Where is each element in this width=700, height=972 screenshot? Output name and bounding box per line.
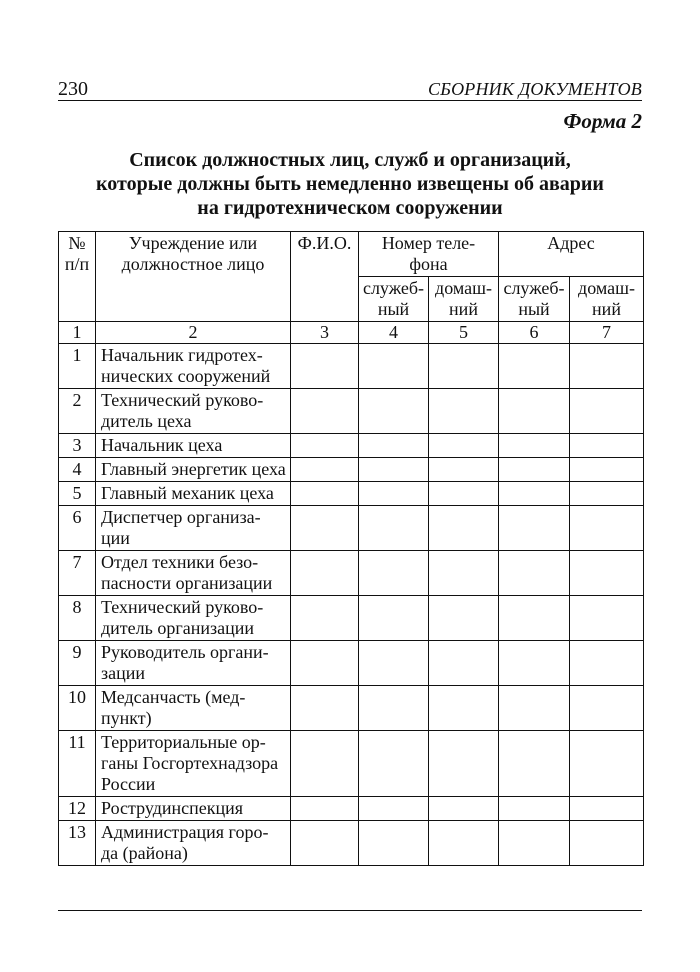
empty-cell[interactable] xyxy=(359,821,429,866)
empty-cell[interactable] xyxy=(570,797,644,821)
empty-cell[interactable] xyxy=(291,551,359,596)
title-line: которые должны быть немедленно извещены об аварии xyxy=(96,173,604,195)
footer-rule xyxy=(58,910,642,911)
empty-cell[interactable] xyxy=(570,551,644,596)
row-number: 11 xyxy=(59,731,96,797)
empty-cell[interactable] xyxy=(570,596,644,641)
table-row xyxy=(59,596,644,641)
page-number: 230 xyxy=(58,78,88,100)
empty-cell[interactable] xyxy=(359,389,429,434)
empty-cell[interactable] xyxy=(429,389,499,434)
title-line: Список должностных лиц, служб и организаций, xyxy=(129,149,571,171)
row-institution: Начальник гидротех- нических сооружений xyxy=(96,344,291,389)
table-row xyxy=(59,389,644,434)
recipients-table xyxy=(58,231,644,866)
empty-cell[interactable] xyxy=(499,686,570,731)
row-number: 9 xyxy=(59,641,96,686)
empty-cell[interactable] xyxy=(359,506,429,551)
empty-cell[interactable] xyxy=(291,434,359,458)
empty-cell[interactable] xyxy=(359,458,429,482)
empty-cell[interactable] xyxy=(359,482,429,506)
empty-cell[interactable] xyxy=(291,596,359,641)
table-row xyxy=(59,344,644,389)
row-institution: Начальник цеха xyxy=(96,434,291,458)
header-phone: Номер теле- фона xyxy=(359,232,499,277)
empty-cell[interactable] xyxy=(429,458,499,482)
empty-cell[interactable] xyxy=(570,506,644,551)
empty-cell[interactable] xyxy=(291,797,359,821)
empty-cell[interactable] xyxy=(570,434,644,458)
row-institution: Отдел техники безо- пасности организации xyxy=(96,551,291,596)
row-number: 12 xyxy=(59,797,96,821)
empty-cell[interactable] xyxy=(359,596,429,641)
empty-cell[interactable] xyxy=(359,344,429,389)
row-number: 2 xyxy=(59,389,96,434)
empty-cell[interactable] xyxy=(359,551,429,596)
header-phone-home: домаш- ний xyxy=(429,277,499,322)
table-row xyxy=(59,686,644,731)
empty-cell[interactable] xyxy=(499,731,570,797)
table-body xyxy=(59,322,644,866)
column-number: 4 xyxy=(359,322,429,344)
empty-cell[interactable] xyxy=(429,434,499,458)
row-number: 10 xyxy=(59,686,96,731)
row-number: 4 xyxy=(59,458,96,482)
table-row xyxy=(59,821,644,866)
empty-cell[interactable] xyxy=(359,434,429,458)
column-number: 2 xyxy=(96,322,291,344)
table-row xyxy=(59,458,644,482)
table-row xyxy=(59,731,644,797)
row-number: 6 xyxy=(59,506,96,551)
row-institution: Главный энергетик цеха xyxy=(96,458,291,482)
row-number: 3 xyxy=(59,434,96,458)
empty-cell[interactable] xyxy=(570,458,644,482)
title-line: на гидротехническом сооружении xyxy=(197,197,503,219)
empty-cell[interactable] xyxy=(499,344,570,389)
page-header xyxy=(58,76,642,101)
empty-cell[interactable] xyxy=(359,731,429,797)
empty-cell[interactable] xyxy=(570,731,644,797)
row-institution: Технический руково- дитель цеха xyxy=(96,389,291,434)
empty-cell[interactable] xyxy=(291,686,359,731)
empty-cell[interactable] xyxy=(499,482,570,506)
header-institution: Учреждение или должностное лицо xyxy=(96,232,291,322)
row-number: 5 xyxy=(59,482,96,506)
empty-cell[interactable] xyxy=(499,821,570,866)
row-number: 13 xyxy=(59,821,96,866)
column-number: 1 xyxy=(59,322,96,344)
empty-cell[interactable] xyxy=(570,344,644,389)
empty-cell[interactable] xyxy=(429,551,499,596)
header-num: № п/п xyxy=(59,232,96,322)
empty-cell[interactable] xyxy=(291,482,359,506)
empty-cell[interactable] xyxy=(429,686,499,731)
empty-cell[interactable] xyxy=(359,686,429,731)
empty-cell[interactable] xyxy=(359,797,429,821)
empty-cell[interactable] xyxy=(499,797,570,821)
header-address-work: служеб- ный xyxy=(499,277,570,322)
table-row xyxy=(59,797,644,821)
table-row xyxy=(59,506,644,551)
header-fio: Ф.И.О. xyxy=(291,232,359,322)
row-institution: Рострудинспекция xyxy=(96,797,291,821)
empty-cell[interactable] xyxy=(499,551,570,596)
column-number: 6 xyxy=(499,322,570,344)
header-address: Адрес xyxy=(499,232,644,277)
empty-cell[interactable] xyxy=(291,506,359,551)
empty-cell[interactable] xyxy=(429,731,499,797)
form-label: Форма 2 xyxy=(563,109,642,133)
empty-cell[interactable] xyxy=(291,641,359,686)
empty-cell[interactable] xyxy=(429,821,499,866)
empty-cell[interactable] xyxy=(429,506,499,551)
row-institution: Территориальные ор- ганы Госгортехнадзора России xyxy=(96,731,291,797)
column-number: 3 xyxy=(291,322,359,344)
column-number-row xyxy=(59,322,644,344)
table-row xyxy=(59,434,644,458)
document-title xyxy=(58,148,642,220)
empty-cell[interactable] xyxy=(429,596,499,641)
row-institution: Технический руково- дитель организации xyxy=(96,596,291,641)
empty-cell[interactable] xyxy=(291,344,359,389)
row-institution: Медсанчасть (мед- пункт) xyxy=(96,686,291,731)
table-row xyxy=(59,551,644,596)
empty-cell[interactable] xyxy=(570,686,644,731)
table-row xyxy=(59,641,644,686)
empty-cell[interactable] xyxy=(429,482,499,506)
table-row xyxy=(59,482,644,506)
header-address-home: домаш- ний xyxy=(570,277,644,322)
row-number: 8 xyxy=(59,596,96,641)
empty-cell[interactable] xyxy=(291,821,359,866)
empty-cell[interactable] xyxy=(499,506,570,551)
empty-cell[interactable] xyxy=(291,389,359,434)
empty-cell[interactable] xyxy=(499,641,570,686)
empty-cell[interactable] xyxy=(499,434,570,458)
row-institution: Диспетчер организа- ции xyxy=(96,506,291,551)
row-institution: Администрация горо- да (района) xyxy=(96,821,291,866)
running-title: СБОРНИК ДОКУМЕНТОВ xyxy=(428,79,642,99)
empty-cell[interactable] xyxy=(429,641,499,686)
empty-cell[interactable] xyxy=(570,389,644,434)
empty-cell[interactable] xyxy=(570,482,644,506)
empty-cell[interactable] xyxy=(359,641,429,686)
row-institution: Главный механик цеха xyxy=(96,482,291,506)
empty-cell[interactable] xyxy=(499,389,570,434)
empty-cell[interactable] xyxy=(499,596,570,641)
column-number: 5 xyxy=(429,322,499,344)
header-phone-work: служеб- ный xyxy=(359,277,429,322)
empty-cell[interactable] xyxy=(429,797,499,821)
empty-cell[interactable] xyxy=(570,821,644,866)
empty-cell[interactable] xyxy=(429,344,499,389)
row-number: 7 xyxy=(59,551,96,596)
row-number: 1 xyxy=(59,344,96,389)
row-institution: Руководитель органи- зации xyxy=(96,641,291,686)
empty-cell[interactable] xyxy=(570,641,644,686)
empty-cell[interactable] xyxy=(499,458,570,482)
empty-cell[interactable] xyxy=(291,458,359,482)
empty-cell[interactable] xyxy=(291,731,359,797)
column-number: 7 xyxy=(570,322,644,344)
